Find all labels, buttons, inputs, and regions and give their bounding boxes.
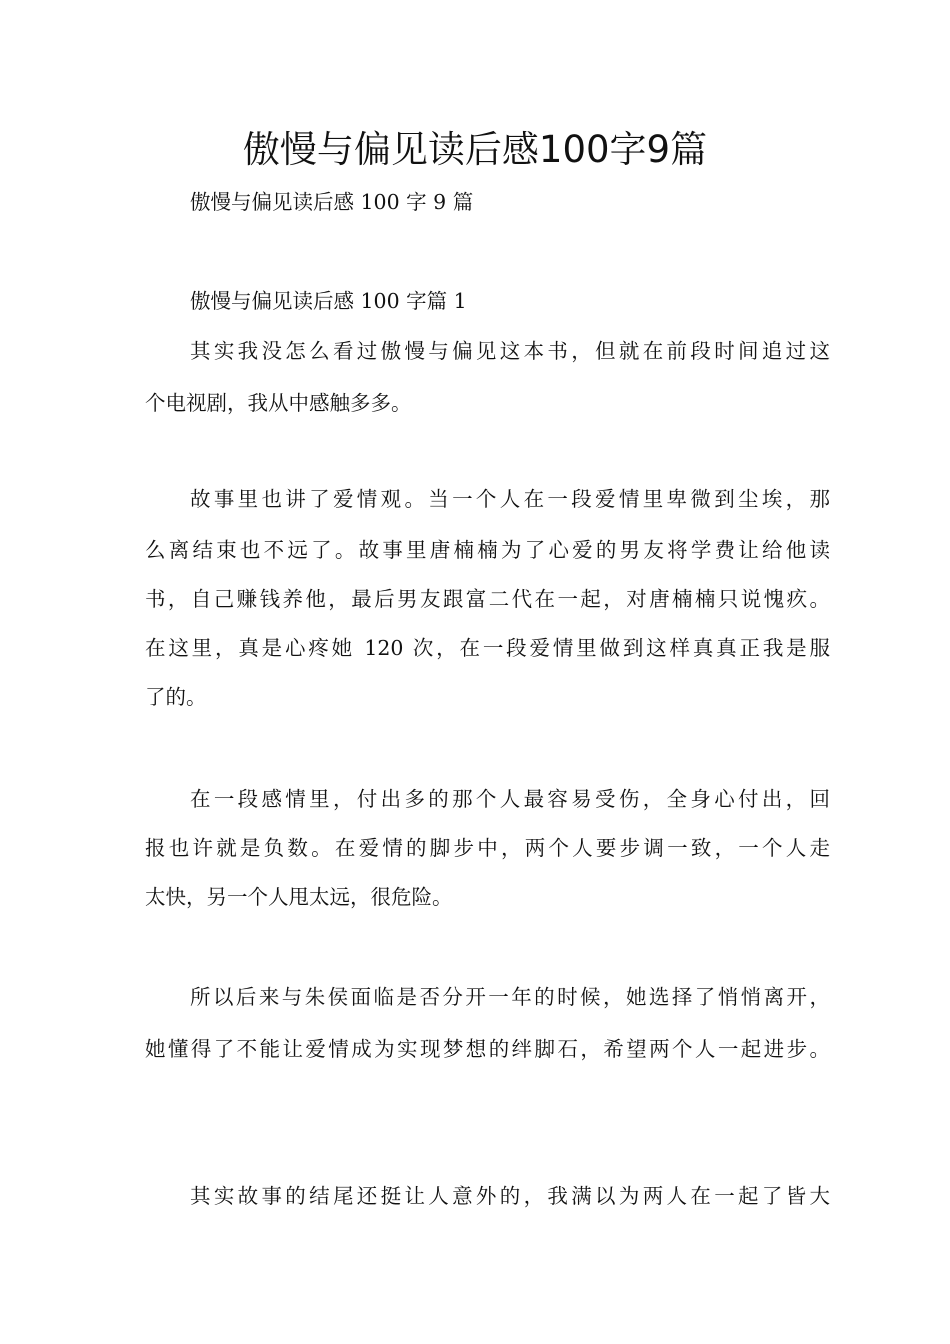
paragraph-2-line-1: 故事里也讲了爱情观。当一个人在一段爱情里卑微到尘埃，那	[190, 487, 830, 511]
paragraph-2-line-4: 在这里，真是心疼她 120 次，在一段爱情里做到这样真真正我是服	[145, 636, 830, 660]
section-heading: 傲慢与偏见读后感 100 字篇 1	[190, 289, 467, 313]
paragraph-3-line-2: 报也许就是负数。在爱情的脚步中，两个人要步调一致，一个人走	[145, 836, 830, 860]
paragraph-5-line-1: 其实故事的结尾还挺让人意外的，我满以为两人在一起了皆大	[190, 1184, 830, 1208]
document-title: 傲慢与偏见读后感100字9篇	[242, 128, 708, 171]
paragraph-2-line-3: 书，自己赚钱养他，最后男友跟富二代在一起，对唐楠楠只说愧疚。	[145, 587, 830, 611]
paragraph-4-line-1: 所以后来与朱侯面临是否分开一年的时候，她选择了悄悄离开，	[190, 985, 830, 1009]
paragraph-2-line-2: 么离结束也不远了。故事里唐楠楠为了心爱的男友将学费让给他读	[145, 538, 830, 562]
paragraph-3-line-3: 太快，另一个人甩太远，很危险。	[145, 885, 453, 909]
paragraph-2-line-5: 了的。	[145, 685, 207, 709]
paragraph-3-line-1: 在一段感情里，付出多的那个人最容易受伤，全身心付出，回	[190, 787, 830, 811]
paragraph-1-line-1: 其实我没怎么看过傲慢与偏见这本书，但就在前段时间追过这	[190, 339, 830, 363]
paragraph-4-line-2: 她懂得了不能让爱情成为实现梦想的绊脚石，希望两个人一起进步。	[145, 1037, 830, 1061]
paragraph-1-line-2: 个电视剧，我从中感触多多。	[145, 391, 412, 415]
document-subtitle: 傲慢与偏见读后感 100 字 9 篇	[190, 190, 474, 214]
